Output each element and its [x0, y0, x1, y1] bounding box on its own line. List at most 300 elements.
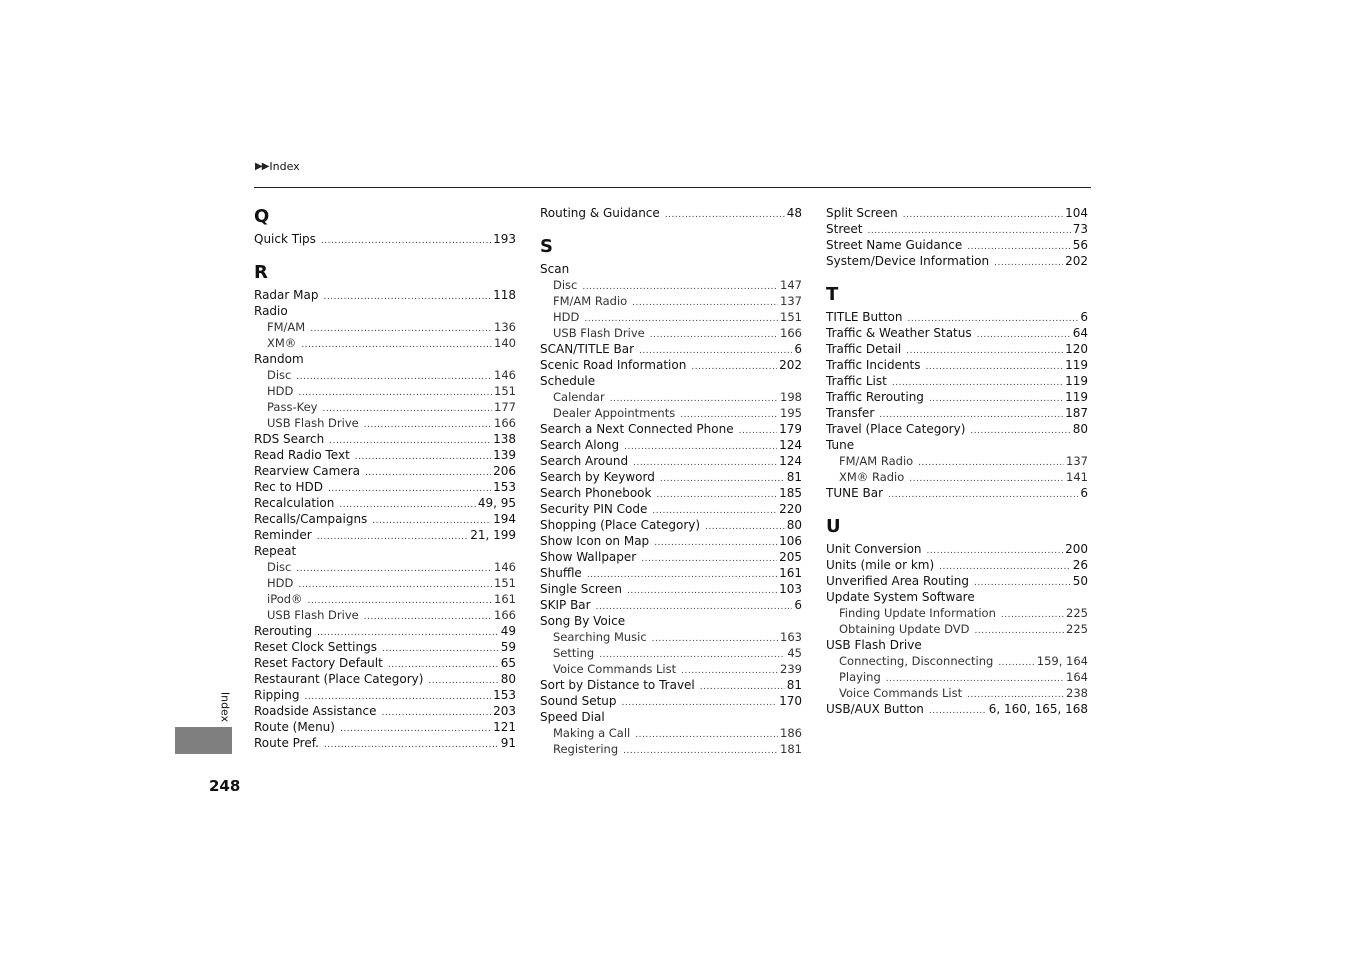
index-subentry[interactable] — [826, 669, 1088, 685]
page-reference[interactable]: 166 — [494, 608, 516, 622]
index-subentry[interactable] — [254, 591, 516, 607]
entry-label: Recalls/Campaigns — [254, 512, 368, 526]
index-entry[interactable] — [826, 573, 1088, 589]
index-entry[interactable] — [254, 639, 516, 655]
page-reference[interactable]: 166 — [780, 326, 802, 340]
page-reference[interactable]: 166 — [494, 416, 516, 430]
dot-leader — [929, 391, 1063, 407]
entry-label: TUNE Bar — [826, 486, 884, 500]
index-entry[interactable] — [826, 557, 1088, 573]
dot-leader — [652, 631, 778, 647]
dot-leader — [632, 295, 778, 311]
page-reference[interactable]: 138 — [493, 432, 516, 446]
entry-label: SCAN/TITLE Bar — [540, 342, 635, 356]
index-subentry[interactable] — [254, 335, 516, 351]
page-reference[interactable]: 50 — [1072, 574, 1088, 588]
index-entry[interactable] — [826, 221, 1088, 237]
dot-leader — [888, 487, 1078, 503]
page-reference[interactable]: 121 — [493, 720, 516, 734]
page-reference[interactable]: 185 — [779, 486, 802, 500]
page-reference[interactable]: 119 — [1065, 358, 1088, 372]
section-letter: S — [540, 236, 553, 257]
entry-label: Ripping — [254, 688, 300, 702]
page-reference[interactable]: 81 — [786, 470, 802, 484]
index-subentry[interactable] — [540, 661, 802, 677]
dot-leader — [340, 721, 491, 737]
dot-leader — [906, 343, 1063, 359]
dot-leader — [365, 465, 491, 481]
entry-label: Travel (Place Category) — [826, 422, 966, 436]
page-reference[interactable]: 203 — [493, 704, 516, 718]
dot-leader — [970, 423, 1070, 439]
page-reference[interactable]: 177 — [494, 400, 516, 414]
breadcrumb-title: Index — [269, 160, 300, 173]
index-entry[interactable] — [254, 463, 516, 479]
section-letter: T — [826, 284, 839, 305]
index-entry — [254, 543, 516, 559]
index-subentry[interactable] — [540, 725, 802, 741]
index-entry — [254, 303, 516, 319]
index-subentry[interactable] — [540, 293, 802, 309]
page-reference[interactable]: 6 — [1080, 310, 1088, 324]
page-reference[interactable]: 153 — [493, 480, 516, 494]
dot-leader — [298, 385, 492, 401]
index-subentry[interactable] — [254, 367, 516, 383]
page-reference[interactable]: 179 — [779, 422, 802, 436]
page-reference[interactable]: 161 — [494, 592, 516, 606]
index-entry[interactable] — [254, 287, 516, 303]
dot-leader — [681, 663, 778, 679]
entry-label: Show Icon on Map — [540, 534, 650, 548]
dot-leader — [918, 455, 1064, 471]
entry-label: Units (mile or km) — [826, 558, 935, 572]
page-reference[interactable]: 26 — [1072, 558, 1088, 572]
entry-label: Repeat — [254, 544, 297, 558]
page-reference[interactable]: 195 — [780, 406, 802, 420]
index-entry[interactable] — [254, 735, 516, 751]
dot-leader — [975, 623, 1065, 639]
entry-label: Shopping (Place Category) — [540, 518, 701, 532]
page-reference[interactable]: 80 — [500, 672, 516, 686]
page-reference[interactable]: 59 — [500, 640, 516, 654]
page-reference[interactable]: 159, 164 — [1036, 654, 1088, 668]
page-reference[interactable]: 137 — [1066, 454, 1088, 468]
dot-leader — [364, 609, 492, 625]
page-reference[interactable]: 141 — [1066, 470, 1088, 484]
index-subentry[interactable] — [826, 469, 1088, 485]
entry-label: Split Screen — [826, 206, 898, 220]
page-reference[interactable]: 106 — [779, 534, 802, 548]
page-reference[interactable]: 104 — [1065, 206, 1088, 220]
entry-label: USB Flash Drive — [826, 638, 922, 652]
dot-leader — [381, 705, 491, 721]
index-subentry[interactable] — [540, 389, 802, 405]
index-subentry[interactable] — [540, 277, 802, 293]
entry-label: Making a Call — [553, 726, 631, 740]
dot-leader — [974, 575, 1071, 591]
entry-label: Show Wallpaper — [540, 550, 637, 564]
entry-label: XM® Radio — [839, 470, 905, 484]
entry-label: FM/AM Radio — [839, 454, 914, 468]
entry-label: Voice Commands List — [553, 662, 677, 676]
index-entry[interactable] — [540, 597, 802, 613]
entry-label: iPod® — [267, 592, 303, 606]
entry-label: Route (Menu) — [254, 720, 335, 734]
page-reference[interactable]: 194 — [493, 512, 516, 526]
dot-leader — [998, 655, 1034, 671]
page-reference[interactable]: 205 — [779, 550, 802, 564]
section-tab — [175, 727, 232, 754]
entry-label: Search Phonebook — [540, 486, 652, 500]
index-entry[interactable] — [826, 485, 1088, 501]
page-reference[interactable]: 239 — [780, 662, 802, 676]
index-entry[interactable] — [254, 231, 516, 247]
index-subentry[interactable] — [254, 383, 516, 399]
dot-leader — [321, 233, 491, 249]
page-reference[interactable]: 124 — [779, 454, 802, 468]
index-entry[interactable] — [540, 341, 802, 357]
index-entry[interactable] — [826, 373, 1088, 389]
page-reference[interactable]: 119 — [1065, 374, 1088, 388]
index-entry[interactable] — [540, 533, 802, 549]
index-entry[interactable] — [540, 517, 802, 533]
dot-leader — [364, 417, 492, 433]
entry-label: Searching Music — [553, 630, 647, 644]
index-entry — [540, 373, 802, 389]
entry-label: USB Flash Drive — [267, 416, 359, 430]
page-reference[interactable]: 225 — [1066, 606, 1088, 620]
entry-label: Dealer Appointments — [553, 406, 676, 420]
index-subentry[interactable] — [254, 559, 516, 575]
page-reference[interactable]: 170 — [779, 694, 802, 708]
index-subentry[interactable] — [826, 685, 1088, 701]
dot-leader — [296, 369, 492, 385]
index-entry[interactable] — [540, 205, 802, 221]
page-reference[interactable]: 238 — [1066, 686, 1088, 700]
index-subentry[interactable] — [254, 575, 516, 591]
entry-label: Scenic Road Information — [540, 358, 687, 372]
entry-label: USB Flash Drive — [553, 326, 645, 340]
index-entry[interactable] — [540, 469, 802, 485]
index-entry — [826, 437, 1088, 453]
index-entry — [540, 613, 802, 629]
page-reference[interactable]: 161 — [779, 566, 802, 580]
entry-label: Quick Tips — [254, 232, 316, 246]
entry-label: Traffic List — [826, 374, 887, 388]
entry-label: Street — [826, 222, 863, 236]
index-subentry[interactable] — [254, 399, 516, 415]
dot-leader — [994, 255, 1063, 271]
entry-label: Rearview Camera — [254, 464, 361, 478]
entry-label: XM® — [267, 336, 297, 350]
page-reference[interactable]: 186 — [780, 726, 802, 740]
index-subentry[interactable] — [254, 415, 516, 431]
index-entry[interactable] — [540, 677, 802, 693]
dot-leader — [926, 359, 1064, 375]
page-reference[interactable]: 151 — [494, 384, 516, 398]
dot-leader — [650, 327, 778, 343]
entry-label: Sort by Distance to Travel — [540, 678, 695, 692]
index-entry[interactable] — [826, 421, 1088, 437]
entry-label: Connecting, Disconnecting — [839, 654, 994, 668]
page-reference[interactable]: 73 — [1072, 222, 1088, 236]
entry-label: Roadside Assistance — [254, 704, 377, 718]
page-reference[interactable]: 151 — [494, 576, 516, 590]
dot-leader — [298, 577, 492, 593]
entry-label: Schedule — [540, 374, 596, 388]
page-reference[interactable]: 147 — [780, 278, 802, 292]
index-entry[interactable] — [826, 701, 1088, 717]
index-subentry[interactable] — [540, 309, 802, 325]
entry-label: Reminder — [254, 528, 312, 542]
dot-leader — [1001, 607, 1064, 623]
page-reference[interactable]: 6, 160, 165, 168 — [988, 702, 1088, 716]
page-reference[interactable]: 49, 95 — [477, 496, 516, 510]
page-reference[interactable]: 153 — [493, 688, 516, 702]
page-reference[interactable]: 65 — [500, 656, 516, 670]
page-reference[interactable]: 124 — [779, 438, 802, 452]
dot-leader — [660, 471, 785, 487]
index-entry[interactable] — [826, 325, 1088, 341]
entry-label: RDS Search — [254, 432, 325, 446]
dot-leader — [329, 433, 491, 449]
dot-leader — [324, 737, 499, 753]
entry-label: Traffic & Weather Status — [826, 326, 972, 340]
entry-label: Search a Next Connected Phone — [540, 422, 734, 436]
index-entry[interactable] — [826, 309, 1088, 325]
page-reference[interactable]: 181 — [780, 742, 802, 756]
page-reference[interactable]: 140 — [494, 336, 516, 350]
page-reference[interactable]: 81 — [786, 678, 802, 692]
dot-leader — [624, 439, 777, 455]
page-reference[interactable]: 164 — [1066, 670, 1088, 684]
entry-label: Rerouting — [254, 624, 313, 638]
dot-leader — [665, 207, 785, 223]
entry-label: Shuffle — [540, 566, 582, 580]
dot-leader — [635, 727, 778, 743]
index-entry[interactable] — [254, 623, 516, 639]
dot-leader — [317, 529, 468, 545]
page-reference[interactable]: 206 — [493, 464, 516, 478]
page-reference[interactable]: 163 — [780, 630, 802, 644]
entry-label: HDD — [267, 384, 294, 398]
dot-leader — [656, 487, 777, 503]
entry-label: HDD — [267, 576, 294, 590]
dot-leader — [323, 289, 491, 305]
page-reference[interactable]: 80 — [1072, 422, 1088, 436]
entry-label: Playing — [839, 670, 881, 684]
page-reference[interactable]: 91 — [500, 736, 516, 750]
page-reference[interactable]: 220 — [779, 502, 802, 516]
dot-leader — [310, 321, 492, 337]
entry-label: FM/AM — [267, 320, 306, 334]
index-entry[interactable] — [540, 485, 802, 501]
entry-label: Random — [254, 352, 304, 366]
side-tab-label: Index — [218, 691, 232, 723]
page-reference[interactable]: 56 — [1072, 238, 1088, 252]
entry-label: Speed Dial — [540, 710, 605, 724]
entry-label: HDD — [553, 310, 580, 324]
entry-label: Disc — [267, 560, 292, 574]
index-entry — [826, 589, 1088, 605]
page-reference[interactable]: 146 — [494, 560, 516, 574]
index-entry[interactable] — [540, 357, 802, 373]
page-reference[interactable]: 193 — [493, 232, 516, 246]
entry-label: Setting — [553, 646, 595, 660]
entry-label: USB Flash Drive — [267, 608, 359, 622]
entry-label: Radio — [254, 304, 288, 318]
double-arrow-icon: ▶▶ — [255, 161, 269, 172]
entry-label: Security PIN Code — [540, 502, 648, 516]
page-reference[interactable]: 80 — [786, 518, 802, 532]
index-entry[interactable] — [540, 565, 802, 581]
page-reference[interactable]: 136 — [494, 320, 516, 334]
section-letter: U — [826, 516, 841, 537]
entry-label: Traffic Incidents — [826, 358, 921, 372]
entry-label: USB/AUX Button — [826, 702, 924, 716]
index-entry[interactable] — [540, 437, 802, 453]
index-subentry[interactable] — [540, 645, 802, 661]
entry-label: Transfer — [826, 406, 875, 420]
index-entry[interactable] — [826, 253, 1088, 269]
page-reference[interactable]: 6 — [1080, 486, 1088, 500]
dot-leader — [691, 359, 777, 375]
index-subentry[interactable] — [540, 629, 802, 645]
entry-label: Reset Clock Settings — [254, 640, 377, 654]
index-entry[interactable] — [826, 237, 1088, 253]
page-reference[interactable]: 137 — [780, 294, 802, 308]
dot-leader — [705, 519, 785, 535]
index-entry[interactable] — [254, 655, 516, 671]
index-entry[interactable] — [254, 703, 516, 719]
page-reference[interactable]: 64 — [1072, 326, 1088, 340]
page-reference[interactable]: 49 — [500, 624, 516, 638]
entry-label: Restaurant (Place Category) — [254, 672, 424, 686]
index-subentry[interactable] — [254, 607, 516, 623]
index-entry[interactable] — [826, 541, 1088, 557]
page-reference[interactable]: 6 — [794, 598, 802, 612]
entry-label: Voice Commands List — [839, 686, 963, 700]
entry-label: Search Along — [540, 438, 620, 452]
index-entry[interactable] — [540, 581, 802, 597]
entry-label: Unit Conversion — [826, 542, 922, 556]
entry-label: Single Screen — [540, 582, 622, 596]
page-reference[interactable]: 202 — [779, 358, 802, 372]
dot-leader — [296, 561, 492, 577]
entry-label: Traffic Rerouting — [826, 390, 924, 404]
entry-label: Rec to HDD — [254, 480, 323, 494]
entry-label: Registering — [553, 742, 619, 756]
page-reference[interactable]: 198 — [780, 390, 802, 404]
dot-leader — [909, 471, 1064, 487]
page-reference[interactable]: 45 — [787, 646, 802, 660]
index-entry[interactable] — [540, 501, 802, 517]
index-entry — [540, 709, 802, 725]
index-entry[interactable] — [540, 421, 802, 437]
page-reference[interactable]: 225 — [1066, 622, 1088, 636]
index-entry[interactable] — [826, 341, 1088, 357]
index-entry[interactable] — [826, 389, 1088, 405]
entry-label: Read Radio Text — [254, 448, 350, 462]
index-entry[interactable] — [254, 527, 516, 543]
index-entry[interactable] — [254, 479, 516, 495]
entry-label: Search by Keyword — [540, 470, 655, 484]
index-subentry[interactable] — [826, 453, 1088, 469]
dot-leader — [428, 673, 498, 689]
page-reference[interactable]: 6 — [794, 342, 802, 356]
dot-leader — [622, 695, 778, 711]
index-entry[interactable] — [540, 549, 802, 565]
index-column-2 — [540, 205, 802, 757]
page-reference[interactable]: 200 — [1065, 542, 1088, 556]
dot-leader — [903, 207, 1063, 223]
index-entry[interactable] — [540, 693, 802, 709]
page-reference[interactable]: 119 — [1065, 390, 1088, 404]
index-entry — [826, 637, 1088, 653]
index-subentry[interactable] — [540, 325, 802, 341]
index-entry[interactable] — [254, 495, 516, 511]
entry-label: Pass-Key — [267, 400, 318, 414]
index-entry[interactable] — [254, 511, 516, 527]
index-subentry[interactable] — [254, 319, 516, 335]
entry-label: Route Pref. — [254, 736, 319, 750]
page-reference[interactable]: 103 — [779, 582, 802, 596]
index-column-3 — [826, 205, 1088, 717]
index-entry[interactable] — [254, 671, 516, 687]
index-subentry[interactable] — [540, 405, 802, 421]
breadcrumb — [255, 160, 300, 173]
entry-label: System/Device Information — [826, 254, 990, 268]
entry-label: Traffic Detail — [826, 342, 902, 356]
entry-label: Scan — [540, 262, 570, 276]
entry-label: Update System Software — [826, 590, 975, 604]
index-entry[interactable] — [254, 687, 516, 703]
index-subentry[interactable] — [826, 605, 1088, 621]
dot-leader — [382, 641, 499, 657]
entry-label: Sound Setup — [540, 694, 617, 708]
entry-label: Routing & Guidance — [540, 206, 660, 220]
index-entry[interactable] — [826, 205, 1088, 221]
entry-label: Obtaining Update DVD — [839, 622, 970, 636]
index-entry[interactable] — [826, 357, 1088, 373]
index-entry[interactable] — [540, 453, 802, 469]
page-reference[interactable]: 202 — [1065, 254, 1088, 268]
dot-leader — [355, 449, 491, 465]
page-reference[interactable]: 139 — [493, 448, 516, 462]
page-reference[interactable]: 146 — [494, 368, 516, 382]
index-subentry[interactable] — [826, 621, 1088, 637]
entry-label: Tune — [826, 438, 855, 452]
page-reference[interactable]: 120 — [1065, 342, 1088, 356]
page-reference[interactable]: 187 — [1065, 406, 1088, 420]
index-subentry[interactable] — [540, 741, 802, 757]
index-entry[interactable] — [254, 719, 516, 735]
dot-leader — [627, 583, 777, 599]
entry-label: Unverified Area Routing — [826, 574, 969, 588]
page-reference[interactable]: 48 — [786, 206, 802, 220]
page-reference[interactable]: 118 — [493, 288, 516, 302]
section-letter: R — [254, 262, 268, 283]
dot-leader — [977, 327, 1071, 343]
index-entry[interactable] — [254, 431, 516, 447]
page-reference[interactable]: 21, 199 — [470, 528, 516, 542]
index-subentry[interactable] — [826, 653, 1088, 669]
index-entry[interactable] — [254, 447, 516, 463]
index-entry[interactable] — [826, 405, 1088, 421]
header-divider — [254, 187, 1091, 188]
entry-label: FM/AM Radio — [553, 294, 628, 308]
page-reference[interactable]: 151 — [780, 310, 802, 324]
